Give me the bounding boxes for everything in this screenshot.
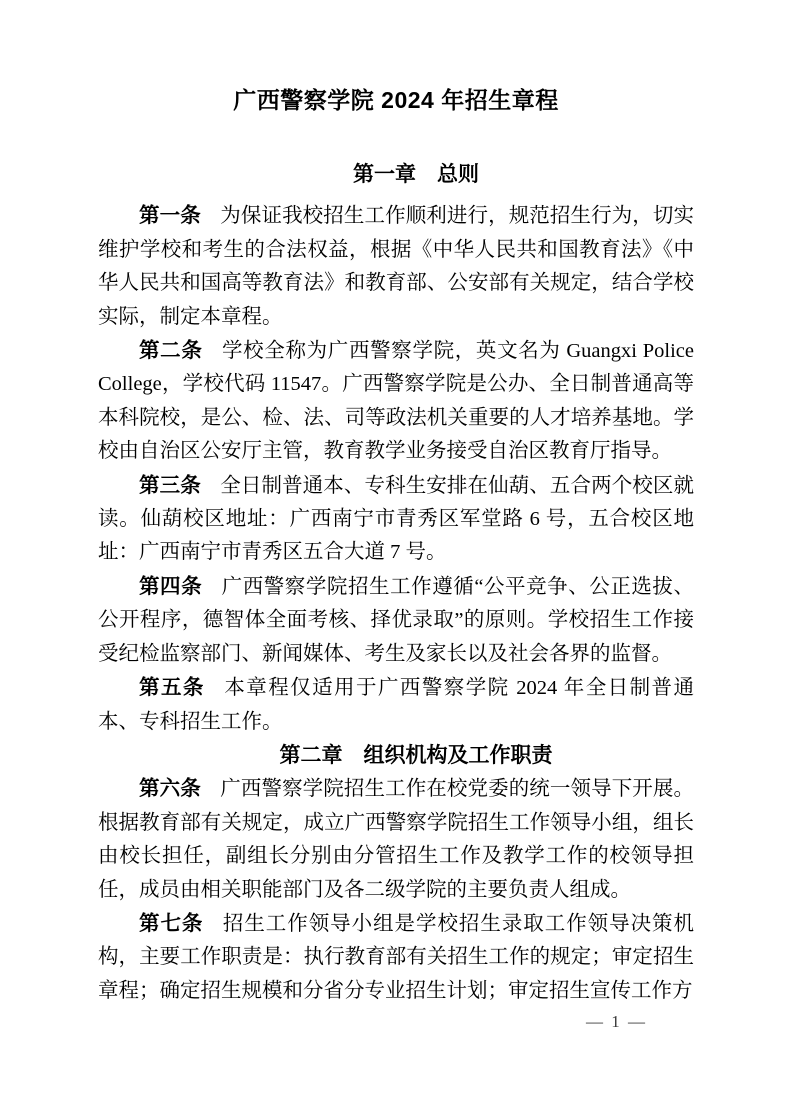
- article-1: [98, 199, 694, 334]
- article-7-text: 招生工作领导小组是学校招生录取工作领导决策机构，主要工作职责是：执行教育部有关招生工作的规定；审定招生章程；确定招生规模和分省分专业招生计划；审定招生宣传工作方: [98, 912, 695, 1002]
- article-2: [98, 334, 694, 469]
- article-1-text: 为保证我校招生工作顺利进行，规范招生行为，切实维护学校和考生的合法权益，根据《中华人民共和国教育法》《中华人民共和国高等教育法》和教育部、公安部有关规定，结合学校实际，制定本章程。: [98, 205, 695, 328]
- document-title: 广西警察学院 2024 年招生章程: [233, 87, 559, 113]
- article-3: [98, 469, 694, 570]
- chapter-1-heading: 第一章 总则: [353, 163, 479, 186]
- article-2-label: 第二条: [139, 339, 203, 363]
- article-1-label: 第一条: [139, 204, 201, 228]
- article-4-text: 广西警察学院招生工作遵循“公平竞争、公正选拔、公开程序，德智体全面考核、择优录取”的原则。学校招生工作接受纪检监察部门、新闻媒体、考生及家长以及社会各界的监督。: [98, 575, 694, 665]
- article-4: [98, 570, 694, 671]
- article-5: [98, 671, 694, 739]
- article-5-text: 本章程仅适用于广西警察学院 2024 年全日制普通本、专科招生工作。: [98, 677, 695, 733]
- article-6: [98, 772, 694, 907]
- article-5-label: 第五条: [139, 676, 205, 700]
- article-3-text: 全日制普通本、专科生安排在仙葫、五合两个校区就读。仙葫校区地址：广西南宁市青秀区军堂路 6 号，五合校区地址：广西南宁市青秀区五合大道 7 号。: [98, 474, 695, 564]
- article-7-label: 第七条: [139, 911, 204, 935]
- article-6-text: 广西警察学院招生工作在校党委的统一领导下开展。根据教育部有关规定，成立广西警察学院招生工作领导小组，组长由校长担任，副组长分别由分管招生工作及教学工作的校领导担任，成员由相关职能部门及各二级学院的主要负责人组成。: [98, 778, 695, 901]
- chapter-2-heading: 第二章 组织机构及工作职责: [279, 743, 553, 767]
- article-6-label: 第六条: [139, 777, 201, 801]
- article-3-label: 第三条: [139, 473, 201, 497]
- article-2-text: 学校全称为广西警察学院，英文名为 Guangxi Police College，学校代码 11547。广西警察学院是公办、全日制普通高等本科院校，是公、检、法、司等政法机关重要的人才培养基地。学校由自治区公安厅主管，教育教学业务接受自治区教育厅指导。: [98, 340, 695, 463]
- article-7: [98, 907, 694, 1008]
- page-number: — 1 —: [586, 1012, 647, 1031]
- article-4-label: 第四条: [139, 574, 203, 598]
